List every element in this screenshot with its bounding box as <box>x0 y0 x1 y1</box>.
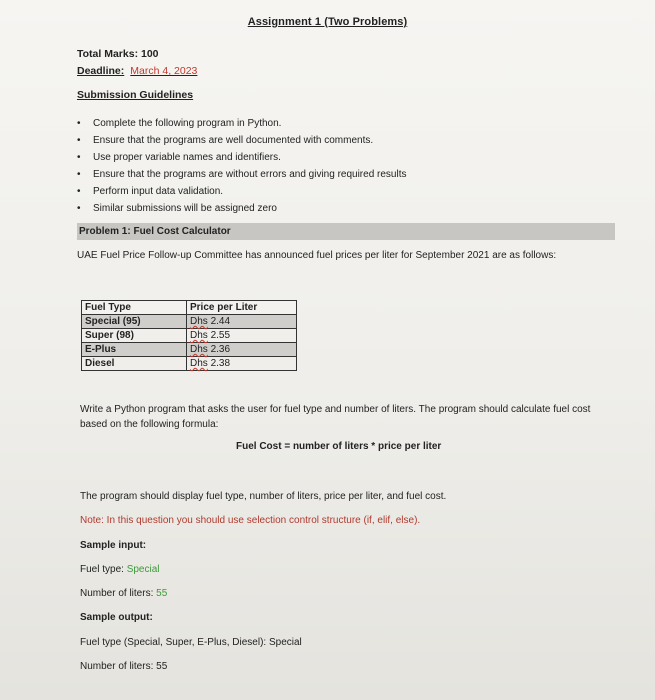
list-item: • Use proper variable names and identifiers. <box>77 152 281 163</box>
output-line-1: Fuel type (Special, Super, E-Plus, Diesel): Special <box>80 637 302 648</box>
write-prompt: Write a Python program that asks the user for fuel type and number of liters. The program should calculate fuel cost based on the following formula: <box>80 404 591 430</box>
table-row <box>82 357 297 371</box>
liters-value: 55 <box>156 588 168 599</box>
list-item: • Ensure that the programs are well documented with comments. <box>77 135 374 146</box>
sample-input-label: Sample input: <box>80 540 147 551</box>
guidelines-list <box>77 115 407 217</box>
formula: Fuel Cost = number of liters * price per liter <box>236 441 442 452</box>
table-row <box>82 343 297 357</box>
bullet-icon: • <box>77 203 81 214</box>
fuel-type-line: Fuel type: Special <box>80 564 160 575</box>
display-requirement: The program should display fuel type, number of liters, price per liter, and fuel cost. <box>80 491 447 502</box>
sample-output-label: Sample output: <box>80 612 153 623</box>
header-fuel-type: Fuel Type <box>82 301 187 315</box>
fuel-type-value: Special <box>126 564 160 575</box>
list-item: • Perform input data validation. <box>77 186 224 197</box>
submission-guidelines-heading: Submission Guidelines <box>77 89 194 101</box>
fuel-type-cell: Diesel <box>82 357 187 371</box>
bullet-icon: • <box>77 169 81 180</box>
price-cell: Dhs 2.44 <box>187 315 297 329</box>
fuel-price-table <box>81 300 297 371</box>
assignment-title: Assignment 1 (Two Problems) <box>247 16 408 28</box>
price-cell: Dhs 2.55 <box>187 329 297 343</box>
list-item: • Ensure that the programs are without errors and giving required results <box>77 169 407 180</box>
note-text: Note: In this question you should use selection control structure (if, elif, else). <box>80 515 421 526</box>
problem1-heading: Problem 1: Fuel Cost Calculator <box>77 223 615 240</box>
list-item: • Complete the following program in Python. <box>77 118 282 129</box>
price-cell: Dhs 2.36 <box>187 343 297 357</box>
table-row <box>82 315 297 329</box>
deadline-date: March 4, 2023 <box>130 65 198 77</box>
table-row <box>82 329 297 343</box>
fuel-type-cell: Special (95) <box>82 315 187 329</box>
output-line-2: Number of liters: 55 <box>80 661 168 672</box>
deadline-label: Deadline: <box>77 65 125 77</box>
intro-text: UAE Fuel Price Follow-up Committee has announced fuel prices per liter for September 2021 are as follows: <box>77 250 557 261</box>
bullet-icon: • <box>77 186 81 197</box>
bullet-icon: • <box>77 152 81 163</box>
price-cell: Dhs 2.38 <box>187 357 297 371</box>
deadline <box>77 65 197 77</box>
bullet-icon: • <box>77 135 81 146</box>
fuel-type-cell: Super (98) <box>82 329 187 343</box>
liters-line: Number of liters: 55 <box>80 588 168 599</box>
fuel-type-cell: E-Plus <box>82 343 187 357</box>
table-header-row <box>82 301 297 315</box>
header-price: Price per Liter <box>187 301 297 315</box>
list-item: • Similar submissions will be assigned zero <box>77 203 277 214</box>
total-marks: Total Marks: 100 <box>77 48 159 60</box>
bullet-icon: • <box>77 118 81 129</box>
